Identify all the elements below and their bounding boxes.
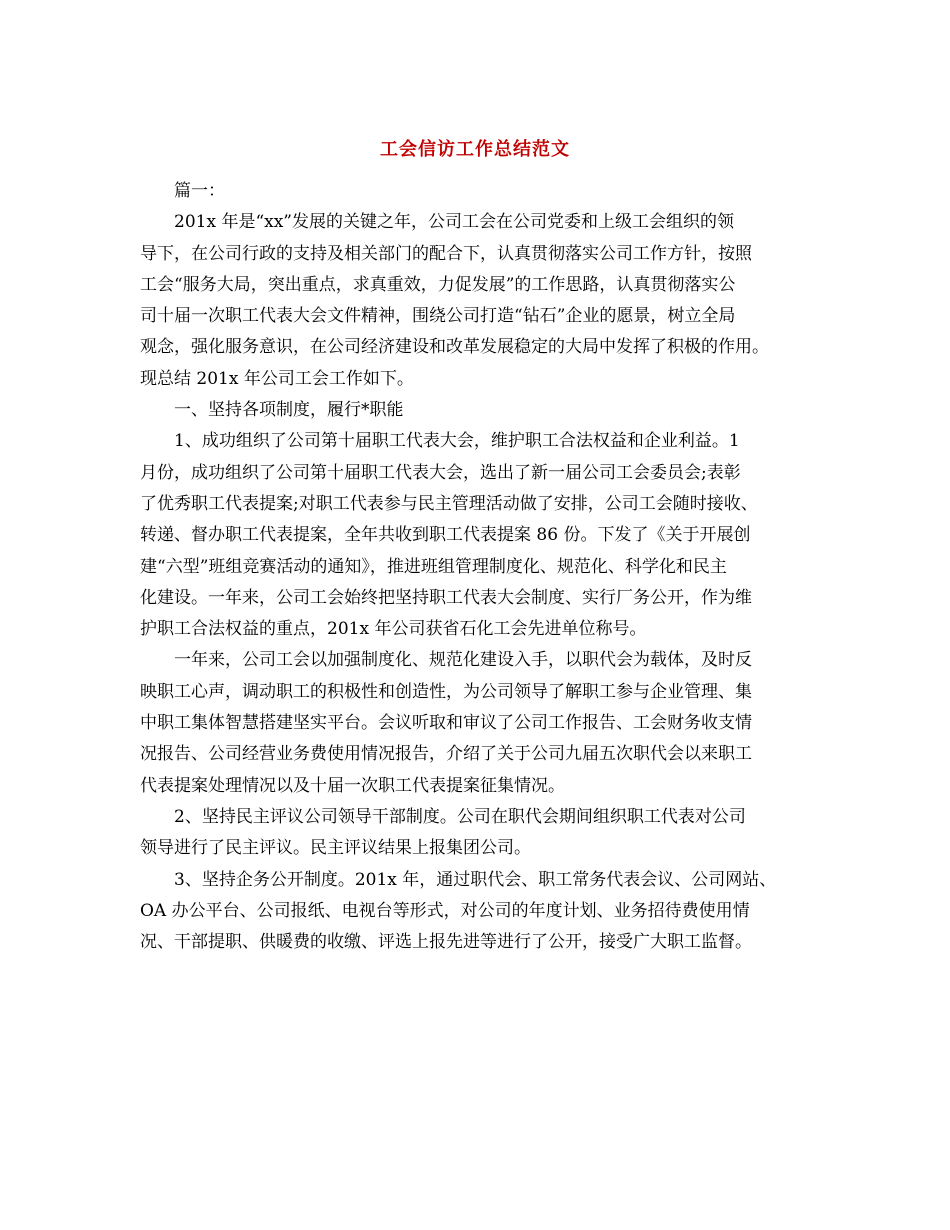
paragraph-line: 月份，成功组织了公司第十届职工代表大会，选出了新一届公司工会委员会;表彰 bbox=[140, 462, 741, 483]
paragraph-line: 护职工合法权益的重点，201x 年公司获省石化工会先进单位称号。 bbox=[140, 619, 647, 640]
paragraph-line: 工会“服务大局，突出重点，求真重效，力促发展”的工作思路，认真贯彻落实公 bbox=[140, 274, 736, 295]
paragraph-line: 化建设。一年来，公司工会始终把坚持职工代表大会制度、实行厂务公开，作为维 bbox=[140, 587, 752, 608]
paragraph-line: 导下，在公司行政的支持及相关部门的配合下，认真贯彻落实公司工作方针，按照 bbox=[140, 243, 752, 264]
paragraph-line: 201x 年是“xx”发展的关键之年，公司工会在公司党委和上级工会组织的领 bbox=[174, 212, 734, 233]
paragraph-line: 代表提案处理情况以及十届一次职工代表提案征集情况。 bbox=[140, 775, 565, 796]
document-title: 工会信访工作总结范文 bbox=[380, 139, 570, 160]
paragraph-line: 2、坚持民主评议公司领导干部制度。公司在职代会期间组织职工代表对公司 bbox=[174, 806, 746, 827]
paragraph-line: 况、干部提职、供暖费的收缴、评选上报先进等进行了公开，接受广大职工监督。 bbox=[140, 932, 752, 953]
paragraph-line: 现总结 201x 年公司工会工作如下。 bbox=[140, 368, 414, 389]
paragraph-line: 中职工集体智慧搭建坚实平台。会议听取和审议了公司工作报告、工会财务收支情 bbox=[140, 713, 752, 734]
paragraph-line: 1、成功组织了公司第十届职工代表大会，维护职工合法权益和企业利益。1 bbox=[174, 431, 740, 452]
paragraph-line: 一年来，公司工会以加强制度化、规范化建设入手，以职代会为载体，及时反 bbox=[174, 650, 752, 671]
paragraph-line: 一、坚持各项制度，履行*职能 bbox=[174, 400, 404, 421]
paragraph-line: OA 办公平台、公司报纸、电视台等形式，对公司的年度计划、业务招待费使用情 bbox=[140, 900, 750, 921]
paragraph-line: 建“六型”班组竞赛活动的通知》，推进班组管理制度化、规范化、科学化和民主 bbox=[140, 556, 727, 577]
paragraph-line: 3、坚持企务公开制度。201x 年，通过职代会、职工常务代表会议、公司网站、 bbox=[174, 869, 777, 890]
paragraph-line: 司十届一次职工代表大会文件精神，围绕公司打造“钻石”企业的愿景，树立全局 bbox=[140, 306, 736, 327]
paragraph-line: 映职工心声，调动职工的积极性和创造性，为公司领导了解职工参与企业管理、集 bbox=[140, 681, 752, 702]
paragraph-line: 转递、督办职工代表提案，全年共收到职工代表提案 86 份。下发了《关于开展创 bbox=[140, 525, 751, 546]
paragraph-line: 篇一： bbox=[174, 181, 225, 201]
paragraph-line: 领导进行了民主评议。民主评议结果上报集团公司。 bbox=[140, 838, 531, 859]
paragraph-line: 观念，强化服务意识，在公司经济建设和改革发展稳定的大局中发挥了积极的作用。 bbox=[140, 337, 769, 358]
paragraph-line: 了优秀职工代表提案;对职工代表参与民主管理活动做了安排，公司工会随时接收、 bbox=[140, 493, 758, 514]
paragraph-line: 况报告、公司经营业务费使用情况报告，介绍了关于公司九届五次职代会以来职工 bbox=[140, 744, 752, 765]
document-body bbox=[140, 176, 830, 958]
